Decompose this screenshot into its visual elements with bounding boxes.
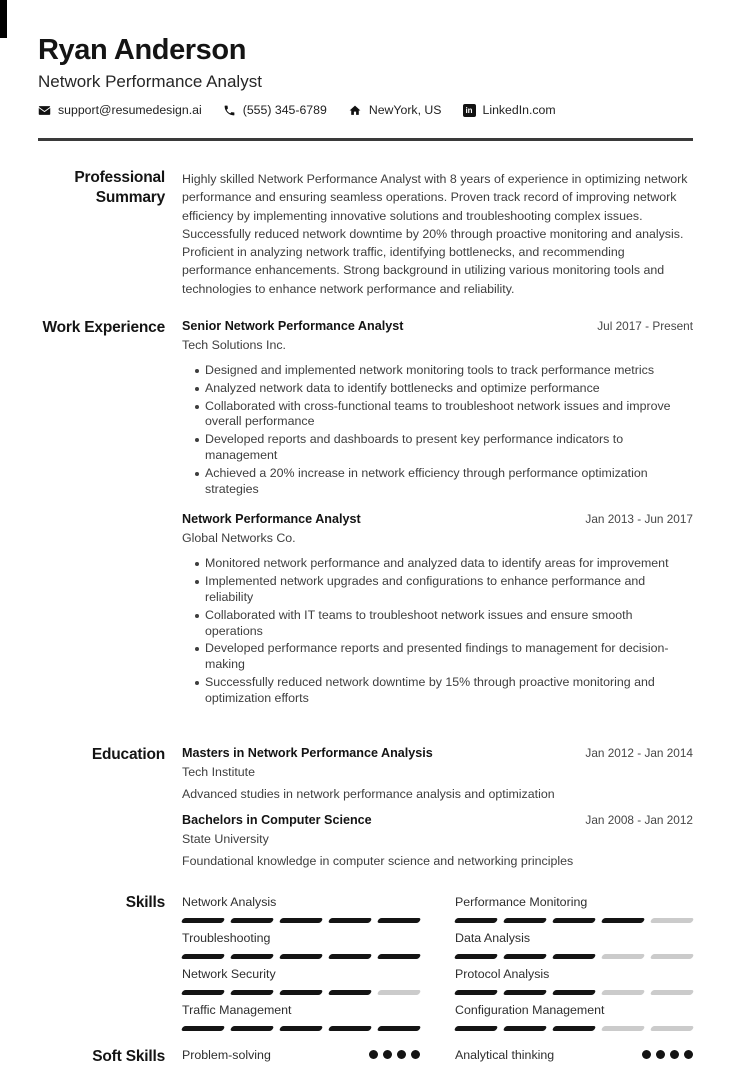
job-bullet: Collaborated with cross-functional teams to troubleshoot network issues and improve overall performance xyxy=(182,399,693,431)
skill-level-bar xyxy=(182,990,420,995)
skill-bar-segment xyxy=(454,954,499,959)
job-bullet: Developed reports and dashboards to present key performance indicators to management xyxy=(182,432,693,464)
skill-level-bar xyxy=(455,1026,693,1031)
job-bullet-list xyxy=(182,363,693,497)
skill-name: Configuration Management xyxy=(455,1002,605,1017)
job-bullet-list xyxy=(182,556,693,706)
contact-linkedin[interactable] xyxy=(463,103,556,118)
soft-skill-item xyxy=(455,1047,693,1063)
skill-bar-segment xyxy=(328,918,373,923)
skill-bar-segment xyxy=(279,954,324,959)
soft-skill-rating xyxy=(642,1050,693,1059)
skill-level-bar xyxy=(455,954,693,959)
education-dates: Jan 2008 - Jan 2012 xyxy=(585,812,693,827)
skill-bar-segment xyxy=(279,990,324,995)
education-entry xyxy=(182,812,693,869)
job-bullet: Monitored network performance and analyzed data to identify areas for improvement xyxy=(182,556,693,572)
education-description: Foundational knowledge in computer science and networking principles xyxy=(182,853,574,868)
skill-bar-segment xyxy=(454,1026,499,1031)
skill-bar-segment xyxy=(650,990,695,995)
skill-bar-segment xyxy=(181,1026,226,1031)
skill-name: Troubleshooting xyxy=(182,930,271,945)
skill-bar-segment xyxy=(552,1026,597,1031)
section-label-education: Education xyxy=(91,745,165,763)
skill-item xyxy=(455,895,693,923)
skill-item xyxy=(455,931,693,959)
skill-bar-segment xyxy=(650,1026,695,1031)
skill-bar-segment xyxy=(279,1026,324,1031)
resume-header xyxy=(38,34,693,118)
education-school: Tech Institute xyxy=(182,764,256,779)
skill-bar-segment xyxy=(230,990,275,995)
job-bullet: Designed and implemented network monitoring tools to track performance metrics xyxy=(182,363,693,379)
education-degree: Masters in Network Performance Analysis xyxy=(182,745,433,760)
skill-bar-segment xyxy=(552,990,597,995)
rating-dot xyxy=(684,1050,693,1059)
education-dates: Jan 2012 - Jan 2014 xyxy=(585,745,693,760)
rating-dot xyxy=(670,1050,679,1059)
rating-dot xyxy=(383,1050,392,1059)
section-soft-skills xyxy=(38,1047,693,1067)
soft-skill-name: Analytical thinking xyxy=(455,1047,555,1062)
rating-dot xyxy=(642,1050,651,1059)
contact-email[interactable] xyxy=(38,103,202,118)
job-entry xyxy=(182,318,693,497)
skill-bar-segment xyxy=(230,954,275,959)
skill-bar-segment xyxy=(377,990,422,995)
skill-bar-segment xyxy=(503,1026,548,1031)
rating-dot xyxy=(369,1050,378,1059)
contact-email-text: support@resumedesign.ai xyxy=(58,103,202,117)
job-bullet: Collaborated with IT teams to troubleshoot network issues and ensure smooth operations xyxy=(182,608,693,640)
skill-item xyxy=(455,967,693,995)
linkedin-icon: in xyxy=(463,104,476,117)
skill-item xyxy=(182,895,420,923)
rating-dot xyxy=(397,1050,406,1059)
job-bullet: Successfully reduced network downtime by 15% through proactive monitoring and optimization efforts xyxy=(182,675,693,707)
contact-location-text: NewYork, US xyxy=(368,103,442,117)
soft-skill-item xyxy=(182,1047,420,1063)
header-divider xyxy=(38,138,693,141)
section-label-soft-skills: Soft Skills xyxy=(92,1047,165,1065)
job-bullet: Developed performance reports and presented findings to management for decision-making xyxy=(182,641,693,673)
job-company: Tech Solutions Inc. xyxy=(182,338,287,353)
skill-bar-segment xyxy=(181,990,226,995)
skill-bar-segment xyxy=(377,954,422,959)
skill-bar-segment xyxy=(377,1026,422,1031)
resume-body xyxy=(38,168,693,1067)
skill-name: Performance Monitoring xyxy=(455,894,588,909)
section-professional-summary xyxy=(38,168,693,298)
skill-name: Network Analysis xyxy=(182,894,277,909)
skill-bar-segment xyxy=(601,954,646,959)
section-label-skills: Skills xyxy=(125,893,165,911)
skill-bar-segment xyxy=(279,918,324,923)
skill-bar-segment xyxy=(503,990,548,995)
education-entry xyxy=(182,745,693,802)
skill-bar-segment xyxy=(601,990,646,995)
skill-bar-segment xyxy=(552,954,597,959)
email-icon xyxy=(38,104,51,117)
job-bullet: Implemented network upgrades and configurations to enhance performance and reliability xyxy=(182,574,693,606)
job-bullet: Achieved a 20% increase in network efficiency through performance optimization strategies xyxy=(182,466,693,498)
person-name: Ryan Anderson xyxy=(38,34,247,66)
skill-bar-segment xyxy=(650,954,695,959)
rating-dot xyxy=(656,1050,665,1059)
skill-bar-segment xyxy=(230,918,275,923)
skill-item xyxy=(455,1003,693,1031)
skill-level-bar xyxy=(455,990,693,995)
education-degree: Bachelors in Computer Science xyxy=(182,812,372,827)
skill-bar-segment xyxy=(503,918,548,923)
section-label-experience: Work Experience xyxy=(42,319,165,337)
job-company: Global Networks Co. xyxy=(182,531,296,546)
skill-level-bar xyxy=(455,918,693,923)
person-job-title: Network Performance Analyst xyxy=(38,72,262,91)
skill-bar-segment xyxy=(601,1026,646,1031)
section-skills xyxy=(38,893,693,1031)
section-label-summary: Professional Summary xyxy=(74,169,165,207)
job-dates: Jan 2013 - Jun 2017 xyxy=(585,512,693,527)
skill-bar-segment xyxy=(503,954,548,959)
home-icon xyxy=(348,104,362,117)
education-school: State University xyxy=(182,831,269,846)
contact-phone-text: (555) 345-6789 xyxy=(242,103,327,117)
contact-location xyxy=(348,103,442,118)
screen-corner-artifact xyxy=(0,0,7,38)
job-entry xyxy=(182,511,693,706)
section-work-experience xyxy=(38,318,693,709)
skill-bar-segment xyxy=(230,1026,275,1031)
skill-bar-segment xyxy=(377,918,422,923)
skill-bar-segment xyxy=(328,990,373,995)
skill-bar-segment xyxy=(454,990,499,995)
skill-bar-segment xyxy=(181,918,226,923)
contact-linkedin-text: LinkedIn.com xyxy=(482,103,556,117)
skill-level-bar xyxy=(182,1026,420,1031)
education-description: Advanced studies in network performance analysis and optimization xyxy=(182,786,555,801)
skill-level-bar xyxy=(182,918,420,923)
rating-dot xyxy=(411,1050,420,1059)
skills-grid xyxy=(182,893,693,1031)
soft-skills-grid xyxy=(182,1047,693,1063)
soft-skill-name: Problem-solving xyxy=(182,1047,271,1062)
skill-bar-segment xyxy=(454,918,499,923)
skill-name: Network Security xyxy=(182,966,276,981)
skill-item xyxy=(182,931,420,959)
skill-bar-segment xyxy=(328,1026,373,1031)
soft-skill-rating xyxy=(369,1050,420,1059)
job-dates: Jul 2017 - Present xyxy=(597,319,693,334)
summary-text: Highly skilled Network Performance Analyst with 8 years of experience in optimizing network performance and ensuring seamless operations. Proven track record of improving network efficiency by implementing innovative solutions and troubleshooting complex issues. Successfully reduced network downtime by 20% through proactive monitoring and analysis. Proficient in analyzing network traffic, identifying bottlenecks, and recommending performance enhancements. Strong background in utilizing various monitoring tools and technologies to enhance network performance and reliability. xyxy=(182,172,688,296)
contact-phone[interactable] xyxy=(223,103,327,118)
skill-name: Protocol Analysis xyxy=(455,966,550,981)
skill-level-bar xyxy=(182,954,420,959)
skill-name: Data Analysis xyxy=(455,930,531,945)
job-title: Senior Network Performance Analyst xyxy=(182,319,404,334)
skill-bar-segment xyxy=(650,918,695,923)
job-bullet: Analyzed network data to identify bottlenecks and optimize performance xyxy=(182,381,693,397)
contact-row xyxy=(38,103,693,118)
skill-bar-segment xyxy=(181,954,226,959)
skill-name: Traffic Management xyxy=(182,1002,292,1017)
job-title: Network Performance Analyst xyxy=(182,512,361,527)
skill-item xyxy=(182,1003,420,1031)
skill-bar-segment xyxy=(601,918,646,923)
skill-bar-segment xyxy=(328,954,373,959)
skill-item xyxy=(182,967,420,995)
phone-icon xyxy=(223,104,236,117)
section-education xyxy=(38,745,693,869)
skill-bar-segment xyxy=(552,918,597,923)
